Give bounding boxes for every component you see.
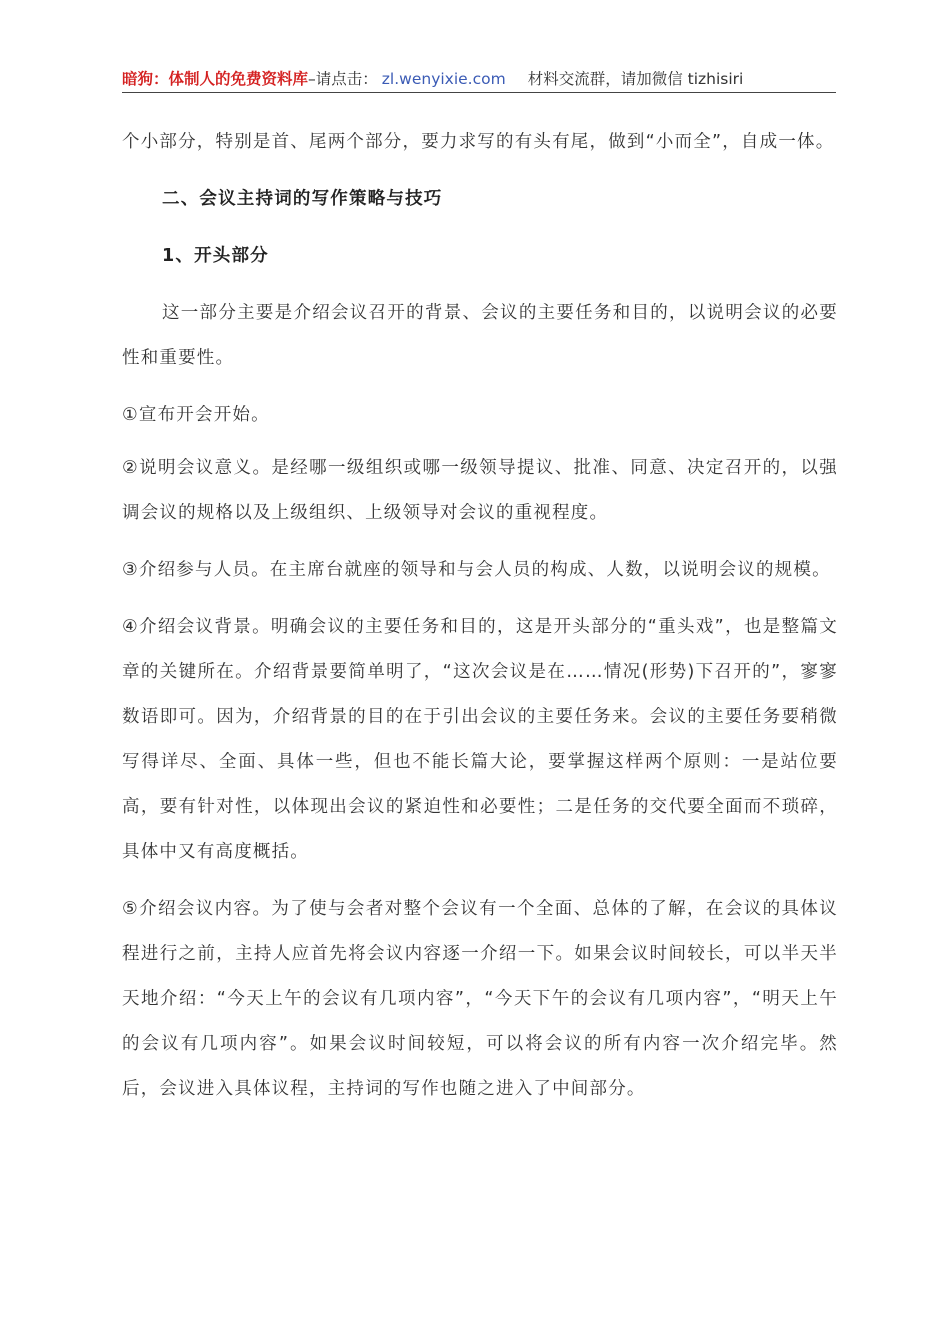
- paragraph-intro: 这一部分主要是介绍会议召开的背景、会议的主要任务和目的，以说明会议的必要性和重要性。: [122, 303, 838, 368]
- list-item-3: ③介绍参与人员。在主席台就座的领导和与会人员的构成、人数，以说明会议的规模。: [122, 560, 831, 580]
- list-item-2: ②说明会议意义。是经哪一级组织或哪一级领导提议、批准、同意、决定召开的，以强调会议的规格以及上级组织、上级领导对会议的重视程度。: [122, 458, 838, 523]
- section-heading: 二、会议主持词的写作策略与技巧: [162, 189, 443, 209]
- subsection-heading: 1、开头部分: [162, 246, 269, 266]
- header-brand: 暗狗：体制人的免费资料库: [122, 70, 309, 88]
- list-item-1: ①宣布开会开始。: [122, 405, 270, 425]
- paragraph-continuation: 个小部分，特别是首、尾两个部分，要力求写的有头有尾，做到“小而全”，自成一体。: [122, 132, 835, 152]
- header-group-info: 材料交流群，请加微信 tizhisiri: [527, 70, 744, 88]
- page-header: [122, 66, 836, 93]
- list-item-5: ⑤介绍会议内容。为了使与会者对整个会议有一个全面、总体的了解，在会议的具体议程进行之前，主持人应首先将会议内容逐一介绍一下。如果会议时间较长，可以半天半天地介绍：“今天上午的会议有几项内容”，“今天下午的会议有几项内容”，“明天上午的会议有几项内容”。如果会议时间较短，可以将会议的所有内容一次介绍完毕。然后，会议进入具体议程，主持词的写作也随之进入了中间部分。: [122, 899, 838, 1099]
- list-item-4: ④介绍会议背景。明确会议的主要任务和目的，这是开头部分的“重头戏”，也是整篇文章的关键所在。介绍背景要简单明了，“这次会议是在……情况(形势)下召开的”，寥寥数语即可。因为，介绍背景的目的在于引出会议的主要任务来。会议的主要任务要稍微写得详尽、全面、具体一些，但也不能长篇大论，要掌握这样两个原则：一是站位要高，要有针对性，以体现出会议的紧迫性和必要性；二是任务的交代要全面而不琐碎，具体中又有高度概括。: [122, 617, 838, 862]
- header-link[interactable]: zl.wenyixie.com: [381, 70, 506, 88]
- header-prompt: –请点击：: [308, 70, 378, 88]
- document-body: [122, 120, 838, 1124]
